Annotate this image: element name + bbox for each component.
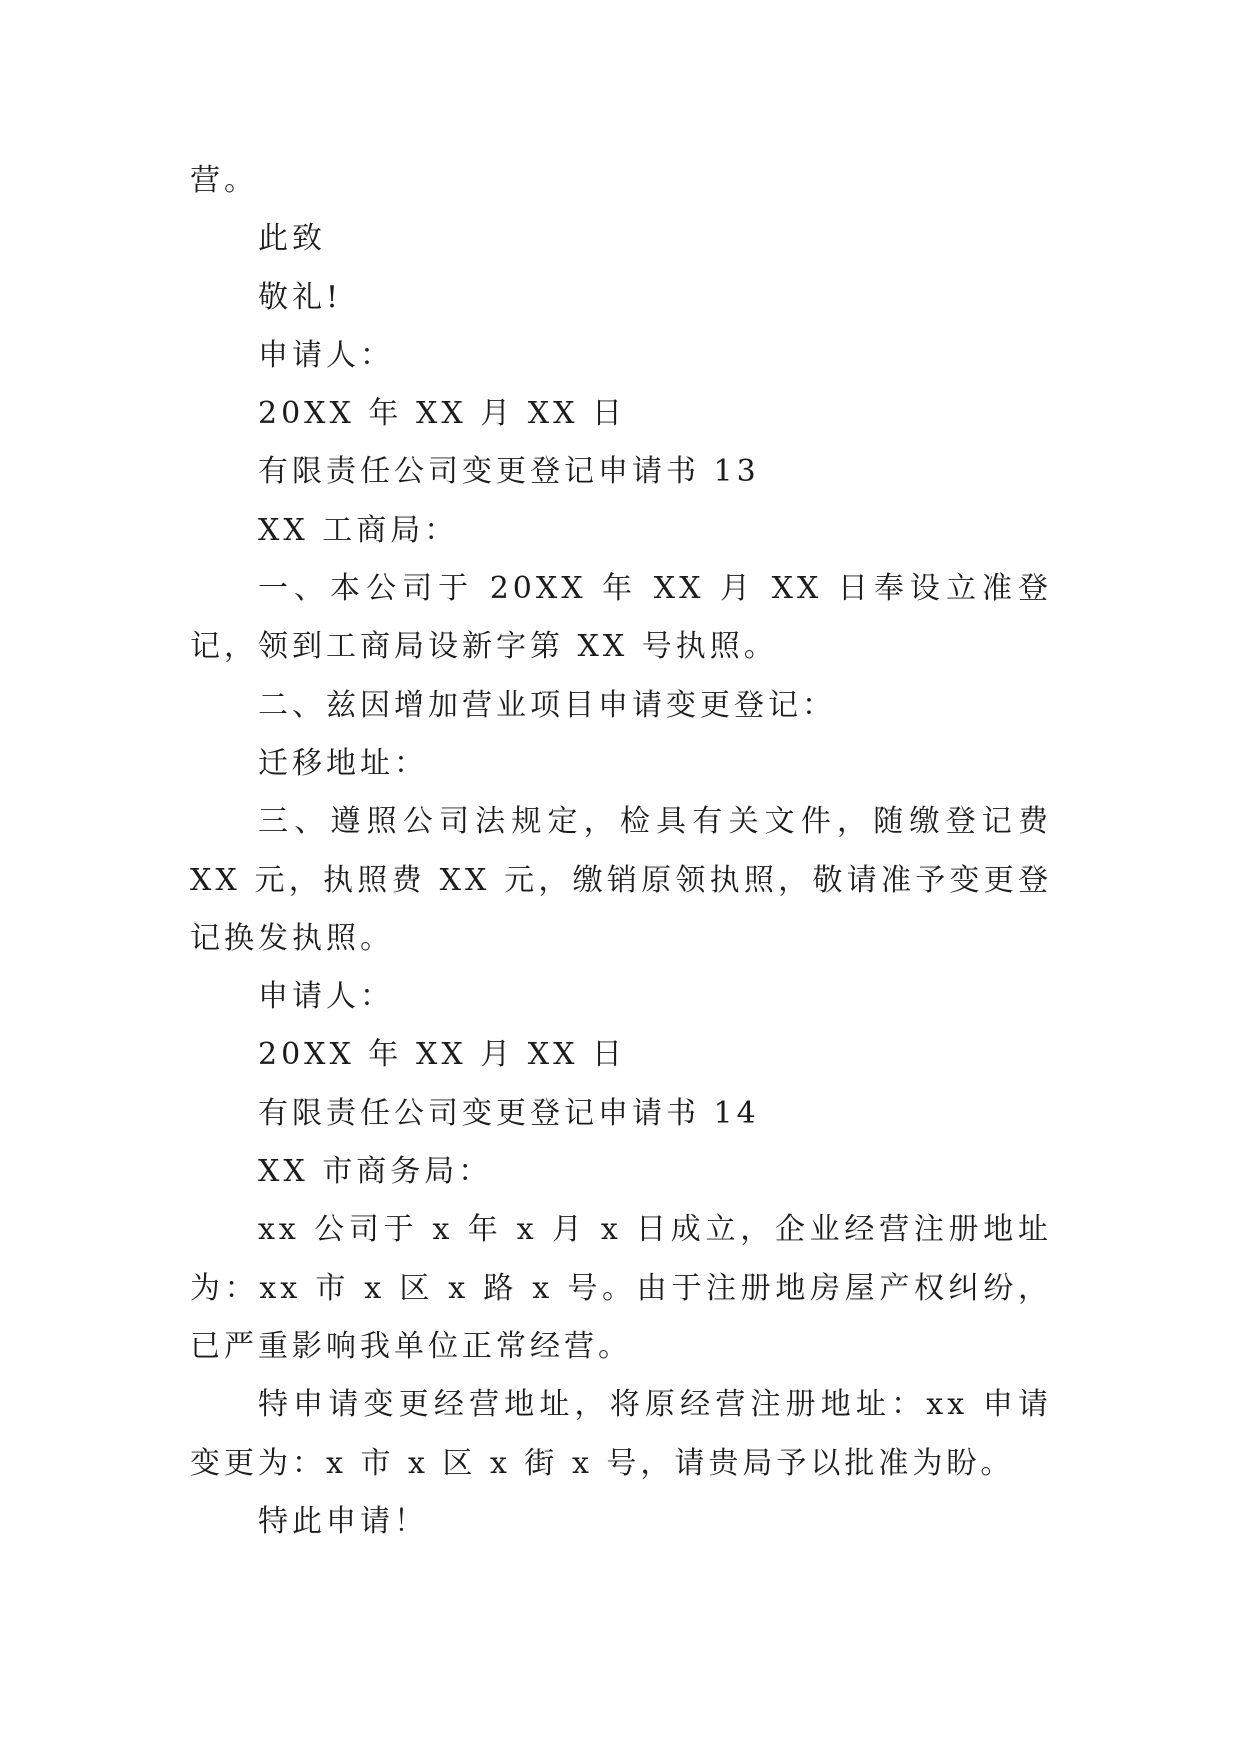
section-heading: 有限责任公司变更登记申请书 13	[258, 454, 760, 490]
body-paragraph: xx 公司于 x 年 x 月 x 日成立，企业经营注册地址为：xx 市 x 区 x 路 x 号。由于注册地房屋产权纠纷，已严重影响我单位正常经营。	[190, 1212, 1052, 1364]
date-line: 20XX 年 XX 月 XX 日	[258, 1037, 626, 1073]
body-paragraph: 一、本公司于 20XX 年 XX 月 XX 日奉设立准登记，领到工商局设新字第 XX 号执照。	[190, 571, 1052, 665]
closing-salutation: 此致	[258, 221, 326, 257]
addressee: XX 市商务局：	[258, 1154, 493, 1190]
paragraph-continuation: 营。	[190, 163, 258, 198]
closing-request: 特此申请！	[258, 1503, 428, 1539]
body-paragraph: 迁移地址：	[258, 745, 428, 781]
date-line: 20XX 年 XX 月 XX 日	[258, 396, 626, 432]
body-paragraph: 特申请变更经营地址，将原经营注册地址：xx 申请变更为：x 市 x 区 x 街 x 号，请贵局予以批准为盼。	[190, 1387, 1052, 1481]
body-paragraph: 二、兹因增加营业项目申请变更登记：	[258, 687, 836, 723]
document-body	[190, 152, 1052, 1551]
applicant-label: 申请人：	[258, 337, 394, 373]
section-heading: 有限责任公司变更登记申请书 14	[258, 1095, 760, 1131]
applicant-label: 申请人：	[258, 979, 394, 1015]
addressee: XX 工商局：	[258, 512, 459, 548]
closing-regards: 敬礼!	[258, 279, 343, 315]
body-paragraph: 三、遵照公司法规定，检具有关文件，随缴登记费 XX 元，执照费 XX 元，缴销原领执照，敬请准予变更登记换发执照。	[190, 804, 1052, 956]
